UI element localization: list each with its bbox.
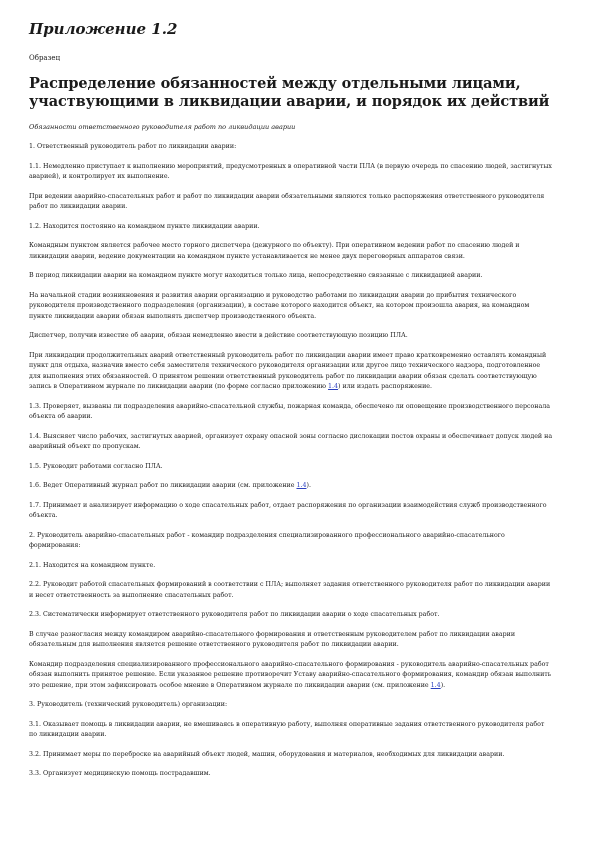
document-body	[29, 142, 553, 780]
paragraph	[29, 580, 553, 601]
paragraph-text: 1.1. Немедленно приступает к выполнению мероприятий, предусмотренных в оперативной части ПЛА (в первую очередь по спасению людей, застигнутых аварией), и контролирует их выполнение.	[29, 162, 552, 180]
paragraph	[29, 630, 553, 651]
paragraph-text: При ликвидации продолжительных аварий ответственный руководитель работ по ликвидации аварии имеет право кратковременно оставлять командный пункт для отдыха, назначив вместо себя заместителя технического руководителя организации или другое лицо технического надзора, подготовленное для выполнения этих обязанностей. О принятом решении ответственный руководитель работ по ликвидации аварии обязан сделать соответствующую запись в Оперативном журнале по ликвидации аварии (по форме согласно приложению	[29, 351, 547, 390]
paragraph-text: На начальной стадии возникновения и развития аварии организацию и руководство работами по ликвидации аварии до прибытия технического руководителя производственного подразделения (организации), в составе которого находится объект, на котором произошла авария, на командном пункте ликвидации аварии обязан выполнять диспетчер производственного объекта.	[29, 291, 530, 320]
paragraph-text: Командным пунктом является рабочее место горного диспетчера (дежурного по объекту). При оперативном ведении работ по спасению людей и ликвидации аварии, ведение документации на командном пункте устанавливается не менее двух переговорных аппаратов связи.	[29, 242, 520, 260]
paragraph-text: 1.2. Находится постоянно на командном пункте ликвидации аварии.	[29, 222, 260, 230]
paragraph	[29, 291, 553, 323]
paragraph	[29, 501, 553, 522]
paragraph	[29, 769, 553, 780]
paragraph	[29, 610, 553, 621]
paragraph	[29, 700, 553, 711]
document-title: Распределение обязанностей между отдельными лицами, участвующими в ликвидации аварии, и порядок их действий	[29, 75, 550, 110]
paragraph-text: ) или издать распоряжение.	[338, 383, 433, 390]
paragraph	[29, 561, 553, 572]
appendix-link[interactable]: 1.4	[296, 482, 307, 489]
paragraph	[29, 531, 553, 552]
paragraph	[29, 402, 553, 423]
paragraph	[29, 351, 553, 393]
paragraph	[29, 462, 553, 473]
paragraph-text: 2. Руководитель аварийно-спасательных работ - командир подразделения специализированного профессионального аварийно-спасательного формирования:	[29, 531, 505, 549]
paragraph	[29, 481, 553, 492]
paragraph	[29, 192, 553, 213]
appendix-title: Приложение 1.2	[29, 20, 178, 38]
paragraph	[29, 432, 553, 453]
paragraph-text: 1. Ответственный руководитель работ по ликвидации аварии:	[29, 143, 237, 150]
paragraph-text: Командир подразделения специализированного профессионального аварийно-спасательного формирования - руководитель аварийно-спасательных работ обязан выполнить принятое решение. Если указанное решение противоречит Уставу аварийно-спасательного формирования, командир обязан выполнить это решение, при этом зафиксировать особое мнение в Оперативном журнале по ликвидации аварии (см. приложение	[29, 660, 552, 689]
paragraph	[29, 750, 553, 761]
paragraph-text: 3.3. Организует медицинскую помощь пострадавшим.	[29, 770, 211, 777]
appendix-link[interactable]: 1.4	[430, 681, 441, 689]
section-caption: Обязанности ответственного руководителя работ по ликвидации аварии	[29, 123, 296, 131]
paragraph	[29, 271, 553, 282]
paragraph-text: 3.1. Оказывает помощь в ликвидации аварии, не вмешиваясь в оперативную работу, выполняя оперативные задания ответственного руководителя работ по ликвидации аварии.	[29, 720, 545, 738]
paragraph-text: 3.2. Принимает меры по переброске на аварийный объект людей, машин, оборудования и материалов, необходимых для ликвидации аварии.	[29, 750, 505, 758]
paragraph-text: 1.3. Проверяет, вызваны ли подразделения аварийно-спасательной службы, пожарная команда, обеспечено ли оповещение производственного персонала объекта об аварии.	[29, 402, 550, 420]
paragraph-text: В период ликвидации аварии на командном пункте могут находиться только лица, непосредственно связанные с ликвидацией аварии.	[29, 272, 483, 279]
paragraph-text: 3. Руководитель (технический руководитель) организации:	[29, 701, 228, 708]
appendix-link[interactable]: 1.4	[328, 383, 339, 390]
paragraph-text: 1.6. Ведет Оперативный журнал работ по ликвидации аварии (см. приложение	[29, 482, 297, 489]
paragraph-text: При ведении аварийно-спасательных работ и работ по ликвидации аварии обязательными являются только распоряжения ответственного руководителя работ по ликвидации аварии.	[29, 192, 545, 210]
paragraph-text: 1.5. Руководит работами согласно ПЛА.	[29, 462, 163, 470]
paragraph-text: Диспетчер, получив известие об аварии, обязан немедленно ввести в действие соответствующую позицию ПЛА.	[29, 332, 408, 339]
paragraph	[29, 660, 553, 692]
paragraph-text: 1.4. Выясняет число рабочих, застигнутых аварией, организует охрану опасной зоны согласно дислокации постов охраны и обеспечивает допуск людей на аварийный объект по пропускам.	[29, 432, 553, 450]
paragraph-text: 1.7. Принимает и анализирует информацию о ходе спасательных работ, отдает распоряжения по организации взаимодействия служб производственного объекта.	[29, 501, 547, 519]
paragraph	[29, 162, 553, 183]
paragraph	[29, 142, 553, 153]
paragraph-text: В случае разногласия между командиром аварийно-спасательного формирования и ответственным руководителем работ по ликвидации аварии обязательным для выполнения является решение ответственного руководителя работ по ликвидации аварии.	[29, 630, 516, 648]
paragraph	[29, 222, 553, 233]
paragraph-text: 2.3. Систематически информирует ответственного руководителя работ по ликвидации аварии о ходе спасательных работ.	[29, 611, 440, 618]
paragraph	[29, 720, 553, 741]
paragraph-text: ).	[440, 681, 446, 689]
paragraph	[29, 241, 553, 262]
paragraph-text: 2.1. Находится на командном пункте.	[29, 561, 156, 569]
paragraph-text: ).	[306, 482, 311, 489]
paragraph	[29, 331, 553, 342]
paragraph-text: 2.2. Руководит работой спасательных формирований в соответствии с ПЛА; выполняет задания ответственного руководителя работ по ликвидации аварии и несет ответственность за выполнение спасательных работ.	[29, 581, 551, 599]
sample-label: Образец	[29, 54, 61, 62]
